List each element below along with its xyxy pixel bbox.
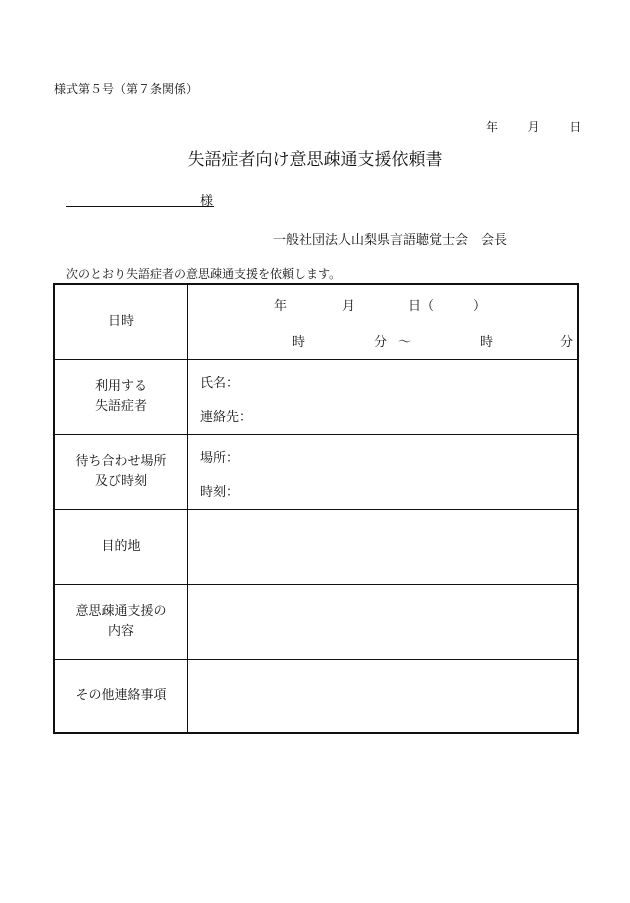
datetime-end-hour-label: 時 [480, 335, 494, 350]
datetime-range-tilde: ～ [398, 335, 412, 350]
user-contact-label: 連絡先： [200, 409, 253, 425]
user-label-line-1: 利用する [94, 378, 147, 394]
date-header [486, 118, 581, 135]
addressee-blank-line [66, 206, 214, 207]
meeting-time-label: 時刻： [200, 484, 240, 500]
meeting-field[interactable] [188, 434, 579, 509]
support-label-line-2: 内容 [107, 623, 134, 639]
date-day-label: 日 [569, 120, 582, 134]
user-label-line-2: 失語症者 [94, 398, 147, 414]
form-number: 様式第５号（第７条関係） [54, 82, 199, 96]
datetime-year-label: 年 [274, 299, 288, 314]
user-label [54, 359, 188, 434]
other-label: その他連絡事項 [54, 659, 188, 733]
datetime-start-hour-label: 時 [292, 335, 306, 350]
support-label [54, 584, 188, 659]
addressee-suffix: 様 [200, 194, 214, 209]
datetime-day-label: 日（ [408, 299, 435, 314]
date-month-label: 月 [527, 120, 540, 134]
datetime-month-label: 月 [342, 299, 356, 314]
date-year-label: 年 [486, 120, 499, 134]
other-field[interactable] [188, 659, 579, 733]
meeting-place-label: 場所： [200, 450, 240, 466]
row-support [54, 584, 578, 659]
document-title: 失語症者向け意思疎通支援依頼書 [187, 150, 443, 170]
datetime-start-minute-label: 分 [374, 335, 388, 350]
row-datetime [54, 284, 578, 359]
datetime-end-minute-label: 分 [560, 335, 574, 350]
datetime-label: 日時 [54, 284, 188, 359]
datetime-field[interactable] [188, 284, 579, 359]
destination-label: 目的地 [54, 509, 188, 584]
row-meeting [54, 434, 578, 509]
row-destination [54, 509, 578, 584]
request-form-table [53, 283, 579, 734]
support-label-line-1: 意思疎通支援の [75, 603, 167, 619]
row-user [54, 359, 578, 434]
user-name-label: 氏名： [200, 375, 240, 391]
user-field[interactable] [188, 359, 579, 434]
meeting-label-line-2: 及び時刻 [94, 473, 147, 489]
sender-name: 一般社団法人山梨県言語聴覚士会 会長 [273, 233, 508, 248]
destination-field[interactable] [188, 509, 579, 584]
row-other [54, 659, 578, 733]
intro-text: 次のとおり失語症者の意思疎通支援を依頼します。 [66, 267, 342, 281]
meeting-label [54, 434, 188, 509]
datetime-weekday-close: ） [473, 299, 487, 314]
support-field[interactable] [188, 584, 579, 659]
addressee [66, 190, 216, 208]
meeting-label-line-1: 待ち合わせ場所 [75, 453, 167, 469]
